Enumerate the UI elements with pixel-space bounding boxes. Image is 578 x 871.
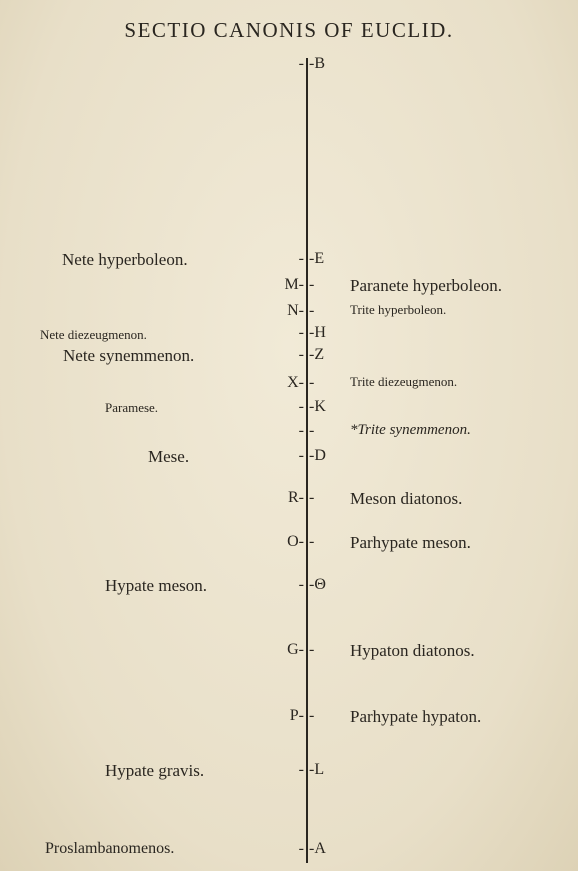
right-label: Paranete hyperboleon. bbox=[350, 276, 502, 295]
right-label: Parhypate hypaton. bbox=[350, 707, 482, 726]
right-tick: - bbox=[309, 422, 315, 439]
left-tick: - bbox=[298, 422, 304, 439]
left-label: Mese. bbox=[148, 447, 190, 466]
right-label: Trite hyperboleon. bbox=[350, 302, 447, 317]
right-tick: - bbox=[309, 374, 315, 391]
right-tick: -K bbox=[309, 398, 326, 415]
right-tick: -Z bbox=[309, 346, 325, 363]
canon-row bbox=[0, 576, 578, 598]
left-tick: N- bbox=[287, 302, 304, 319]
canon-row bbox=[0, 374, 578, 396]
right-label: *Trite synemmenon. bbox=[350, 422, 471, 438]
canon-row bbox=[0, 422, 578, 444]
left-tick: - bbox=[298, 447, 304, 464]
canon-row bbox=[0, 707, 578, 729]
left-tick: - bbox=[298, 346, 304, 363]
canon-row bbox=[0, 533, 578, 555]
left-tick: - bbox=[298, 840, 304, 857]
left-tick: - bbox=[298, 398, 304, 415]
left-label: Nete hyperboleon. bbox=[62, 250, 188, 269]
left-tick: P- bbox=[289, 707, 304, 724]
left-tick: O- bbox=[287, 533, 304, 550]
right-tick: -Θ bbox=[309, 576, 326, 593]
left-tick: X- bbox=[287, 374, 304, 391]
right-tick: - bbox=[309, 533, 315, 550]
left-tick: M- bbox=[284, 276, 304, 293]
canon-row bbox=[0, 250, 578, 272]
left-tick: R- bbox=[288, 489, 304, 506]
canon-row bbox=[0, 761, 578, 783]
canon-row bbox=[0, 55, 578, 77]
left-tick: - bbox=[298, 324, 304, 341]
right-tick: - bbox=[309, 276, 315, 293]
left-label: Proslambanomenos. bbox=[45, 840, 175, 857]
canon-row bbox=[0, 489, 578, 511]
right-tick: -H bbox=[309, 324, 326, 341]
right-tick: - bbox=[309, 641, 315, 658]
canon-row bbox=[0, 840, 578, 862]
left-tick: - bbox=[298, 761, 304, 778]
right-label: Parhypate meson. bbox=[350, 533, 471, 552]
right-tick: -D bbox=[309, 447, 326, 464]
right-tick: -A bbox=[309, 840, 326, 857]
right-tick: -B bbox=[309, 55, 325, 72]
left-label: Hypate meson. bbox=[105, 576, 207, 595]
right-label: Meson diatonos. bbox=[350, 489, 463, 508]
canon-row bbox=[0, 641, 578, 663]
right-tick: - bbox=[309, 489, 315, 506]
page-title: SECTIO CANONIS OF EUCLID. bbox=[124, 18, 454, 42]
left-tick: G- bbox=[287, 641, 304, 658]
right-tick: -E bbox=[309, 250, 325, 267]
right-tick: -L bbox=[309, 761, 325, 778]
canon-row bbox=[0, 276, 578, 298]
left-tick: - bbox=[298, 576, 304, 593]
right-tick: - bbox=[309, 707, 315, 724]
canon-row bbox=[0, 447, 578, 469]
left-label: Nete synemmenon. bbox=[63, 346, 195, 365]
right-label: Hypaton diatonos. bbox=[350, 641, 475, 660]
left-label: Nete diezeugmenon. bbox=[40, 327, 147, 342]
canon-row bbox=[0, 346, 578, 368]
canon-row bbox=[0, 398, 578, 420]
left-label: Hypate gravis. bbox=[105, 761, 205, 780]
left-tick: - bbox=[298, 55, 304, 72]
left-label: Paramese. bbox=[105, 400, 159, 415]
canon-row bbox=[0, 324, 578, 346]
left-tick: - bbox=[298, 250, 304, 267]
canon-row bbox=[0, 302, 578, 324]
right-label: Trite diezeugmenon. bbox=[350, 374, 458, 389]
right-tick: - bbox=[309, 302, 315, 319]
